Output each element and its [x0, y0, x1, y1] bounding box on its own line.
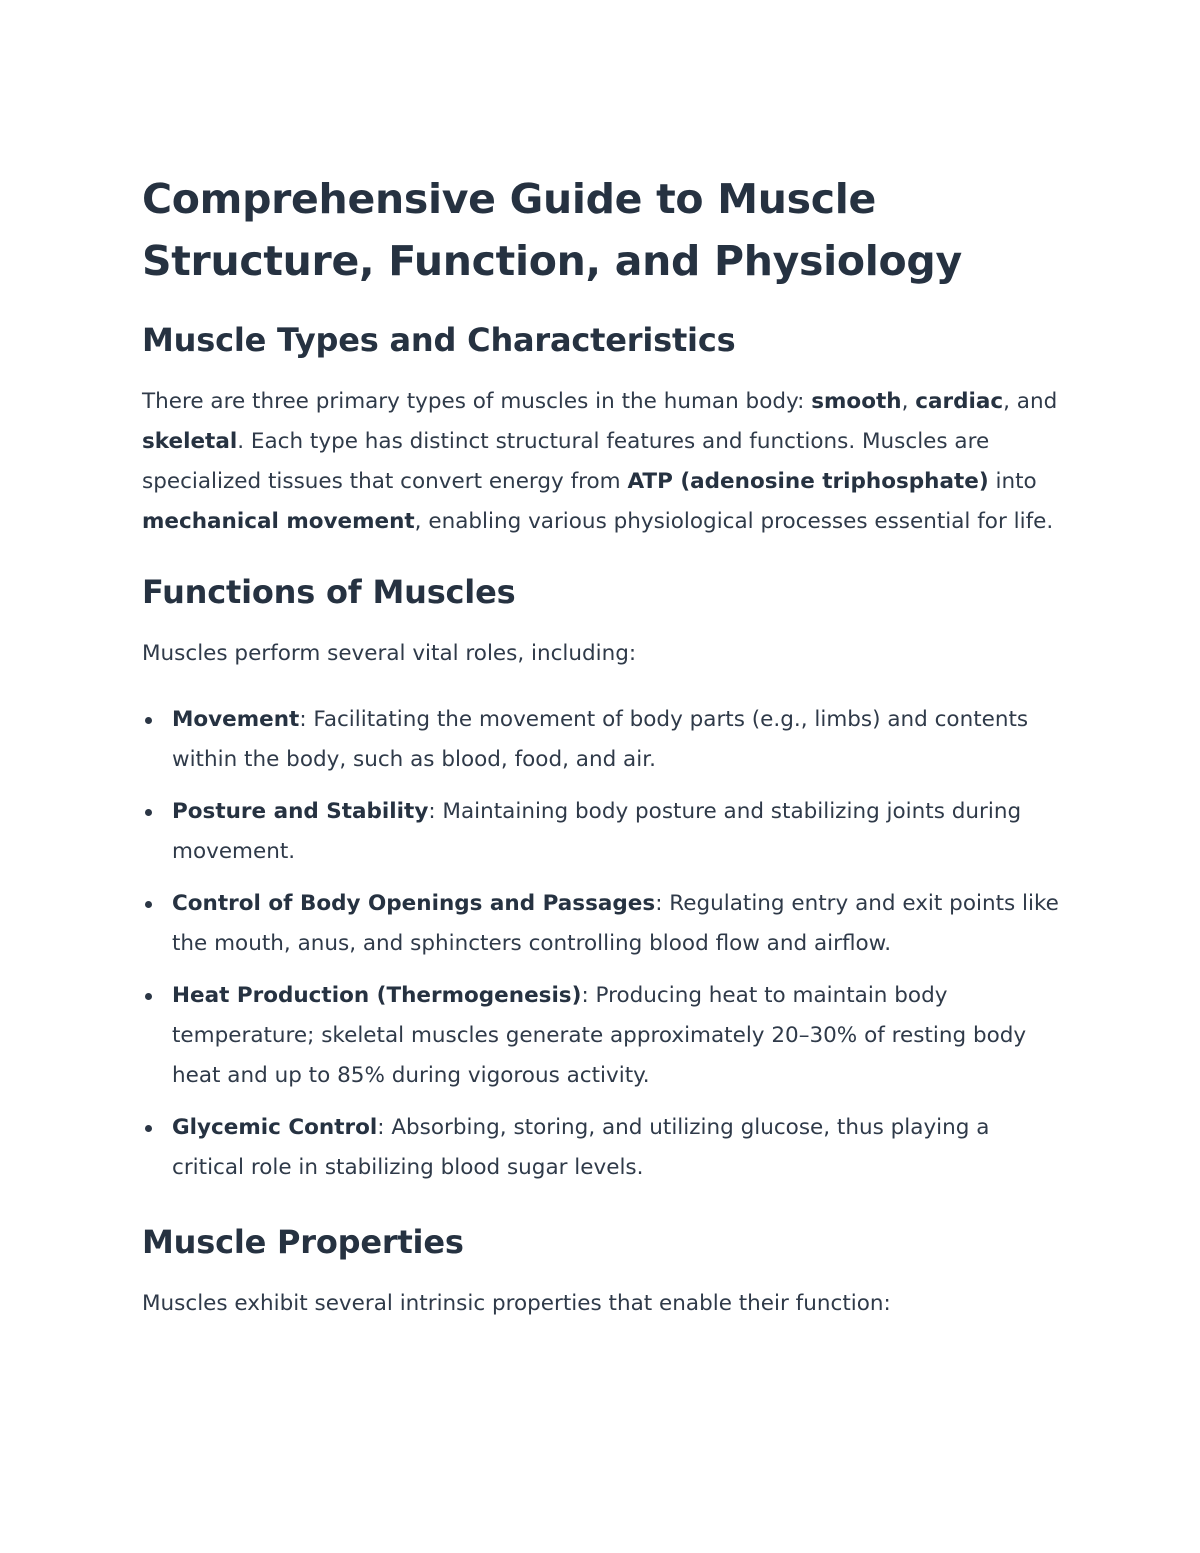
- list-item-desc: : Regulating entry and exit points like the mouth, anus, and sphincters controlling blood flow and airflow.: [172, 891, 1059, 956]
- paragraph-properties-intro: Muscles exhibit several intrinsic properties that enable their function:: [142, 1291, 891, 1316]
- section-properties: [142, 1222, 1062, 1324]
- list-item-desc: : Producing heat to maintain body temperature; skeletal muscles generate approximately 20–30% of resting body heat and up to 85% during vigorous activity.: [172, 983, 1027, 1088]
- text-run: , and: [1003, 389, 1058, 414]
- list-item-term: Glycemic Control: [172, 1115, 378, 1140]
- bullet-icon: [145, 717, 152, 724]
- list-item: [142, 700, 1062, 780]
- list-item-desc: : Facilitating the movement of body parts (e.g., limbs) and contents within the body, such as blood, food, and air.: [172, 707, 1029, 772]
- functions-list: [142, 700, 1062, 1188]
- list-item-term: Control of Body Openings and Passages: [172, 891, 656, 916]
- section-heading-functions: Functions of Muscles: [142, 573, 516, 611]
- paragraph-muscle-types: [142, 382, 1062, 542]
- text-run: . Each type has distinct structural features and functions. Muscles are specialized tissues that convert energy from: [142, 429, 990, 494]
- bold-skeletal: skeletal: [142, 429, 238, 454]
- text-run: into: [988, 469, 1037, 494]
- list-item-desc: : Absorbing, storing, and utilizing glucose, thus playing a critical role in stabilizing blood sugar levels.: [172, 1115, 990, 1180]
- list-item: [142, 1108, 1062, 1188]
- bullet-icon: [145, 993, 152, 1000]
- bullet-icon: [145, 809, 152, 816]
- bold-atp: ATP (adenosine triphosphate): [627, 469, 989, 494]
- list-item-term: Movement: [172, 707, 300, 732]
- list-item-term: Heat Production (Thermogenesis): [172, 983, 582, 1008]
- list-item-term: Posture and Stability: [172, 799, 429, 824]
- section-heading-muscle-types: Muscle Types and Characteristics: [142, 321, 736, 359]
- bold-cardiac: cardiac: [915, 389, 1004, 414]
- document-page: [142, 168, 1062, 1350]
- list-item-desc: : Maintaining body posture and stabilizing joints during movement.: [172, 799, 1022, 864]
- text-run: ,: [901, 389, 916, 414]
- text-run: , enabling various physiological processes essential for life.: [414, 509, 1054, 534]
- section-functions: [142, 572, 1062, 1188]
- list-item: [142, 792, 1062, 872]
- bullet-icon: [145, 901, 152, 908]
- list-item: [142, 884, 1062, 964]
- bold-smooth: smooth: [811, 389, 902, 414]
- bullet-icon: [145, 1125, 152, 1132]
- text-run: There are three primary types of muscles in the human body:: [142, 389, 812, 414]
- section-heading-properties: Muscle Properties: [142, 1223, 464, 1261]
- bold-mechanical-movement: mechanical movement: [142, 509, 415, 534]
- paragraph-functions-intro: Muscles perform several vital roles, including:: [142, 641, 637, 666]
- section-muscle-types: [142, 320, 1062, 542]
- list-item: [142, 976, 1062, 1096]
- document-title: Comprehensive Guide to Muscle Structure, Function, and Physiology: [142, 175, 962, 285]
